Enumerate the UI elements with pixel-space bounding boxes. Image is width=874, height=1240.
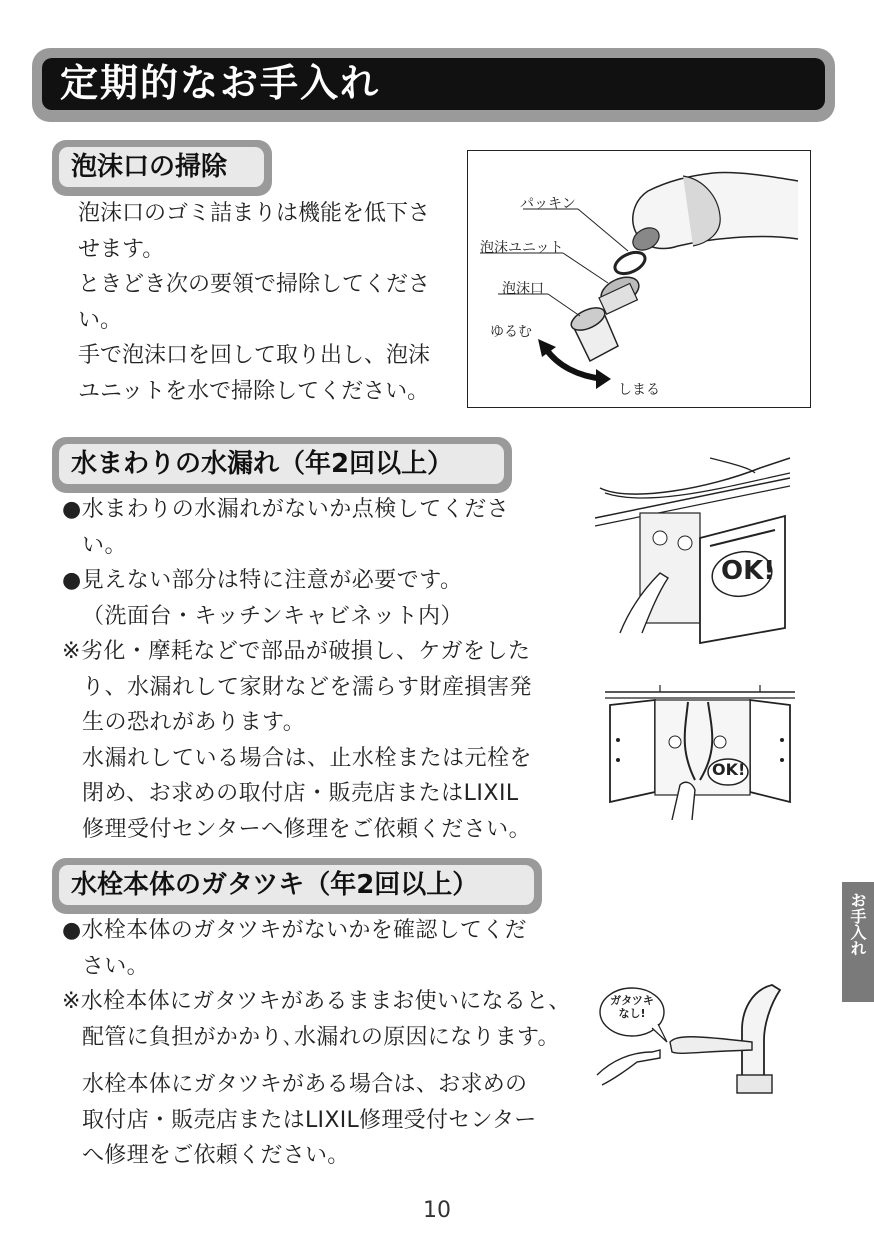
text-line: 手で泡沫口を回して取り出し、泡沫 xyxy=(78,343,431,368)
kitchen-cabinet-illustration xyxy=(590,448,800,648)
text-line: ユニットを水で掃除してください。 xyxy=(78,378,430,404)
text-line: 泡沫口のゴミ詰まりは機能を低下さ xyxy=(78,201,431,226)
vanity-cabinet-illustration xyxy=(600,680,800,820)
text-line: へ修理をご依頼ください。 xyxy=(82,1143,350,1168)
text-line: ※水栓本体にガタツキがあるままお使いになると、 xyxy=(62,989,571,1014)
text-line: ときどき次の要領で掃除してくださ xyxy=(78,272,431,297)
text-line: さい。 xyxy=(82,953,149,979)
text-line: 水栓本体にガタツキがある場合は、お求めの xyxy=(82,1072,528,1097)
aerator-illustration xyxy=(467,150,811,408)
label-aerator: 泡沫口 xyxy=(502,281,544,297)
side-tab xyxy=(842,882,874,1002)
text-line: 生の恐れがあります。 xyxy=(82,710,306,735)
label-loosen: ゆるむ xyxy=(490,324,532,340)
page-title: 定期的なお手入れ xyxy=(60,61,381,105)
section-title: 水まわりの水漏れ（年2回以上） xyxy=(71,449,454,479)
text-line: ●水栓本体のガタツキがないかを確認してくだ xyxy=(62,918,527,943)
text-line: ※劣化・摩耗などで部品が破損し、ケガをした xyxy=(62,639,531,664)
text-line: （洗面台・キッチンキャビネット内） xyxy=(82,603,463,629)
text-line: ●見えない部分は特に注意が必要です。 xyxy=(62,568,463,593)
text-line: 閉め、お求めの取付店・販売店またはLIXIL xyxy=(82,781,519,806)
text-line: い。 xyxy=(78,307,123,333)
text-line: り、水漏れして家財などを濡らす財産損害発 xyxy=(82,674,533,700)
text-line: ●水まわりの水漏れがないか点検してくださ xyxy=(62,497,510,522)
text-line: 水漏れしている場合は、止水栓または元栓を xyxy=(82,745,533,771)
bubble-line: ガタツキ xyxy=(610,994,654,1007)
section-header-wobble xyxy=(52,858,542,914)
main-header xyxy=(32,48,835,122)
section-header-aerator xyxy=(52,140,272,196)
text-line: 配管に負担がかかり､水漏れの原因になります。 xyxy=(82,1024,560,1050)
section3-text xyxy=(62,913,571,1055)
ok-label: OK! xyxy=(712,760,746,779)
label-tighten: しまる xyxy=(618,382,660,398)
ok-label: OK! xyxy=(721,556,776,586)
section3-text-2 xyxy=(82,1067,537,1174)
text-line: い。 xyxy=(82,532,128,558)
side-tab-label: お手入れ xyxy=(848,892,867,956)
text-line: 取付店・販売店またはLIXIL修理受付センター xyxy=(82,1107,537,1133)
label-aerator-unit: 泡沫ユニット xyxy=(480,240,564,256)
faucet-wobble-illustration xyxy=(592,980,792,1100)
text-line: せます。 xyxy=(78,236,165,262)
section2-text xyxy=(62,492,532,847)
section-title: 水栓本体のガタツキ（年2回以上） xyxy=(71,870,479,900)
label-packing: パッキン xyxy=(520,196,576,212)
page-number: 10 xyxy=(423,1198,451,1223)
speech-bubble xyxy=(609,994,655,1020)
section1-text xyxy=(78,196,430,409)
text-line: 修理受付センターへ修理をご依頼ください。 xyxy=(82,816,532,842)
bubble-line: なし! xyxy=(618,1007,646,1020)
section-title: 泡沫口の掃除 xyxy=(71,152,228,182)
section-header-leak xyxy=(52,437,512,493)
